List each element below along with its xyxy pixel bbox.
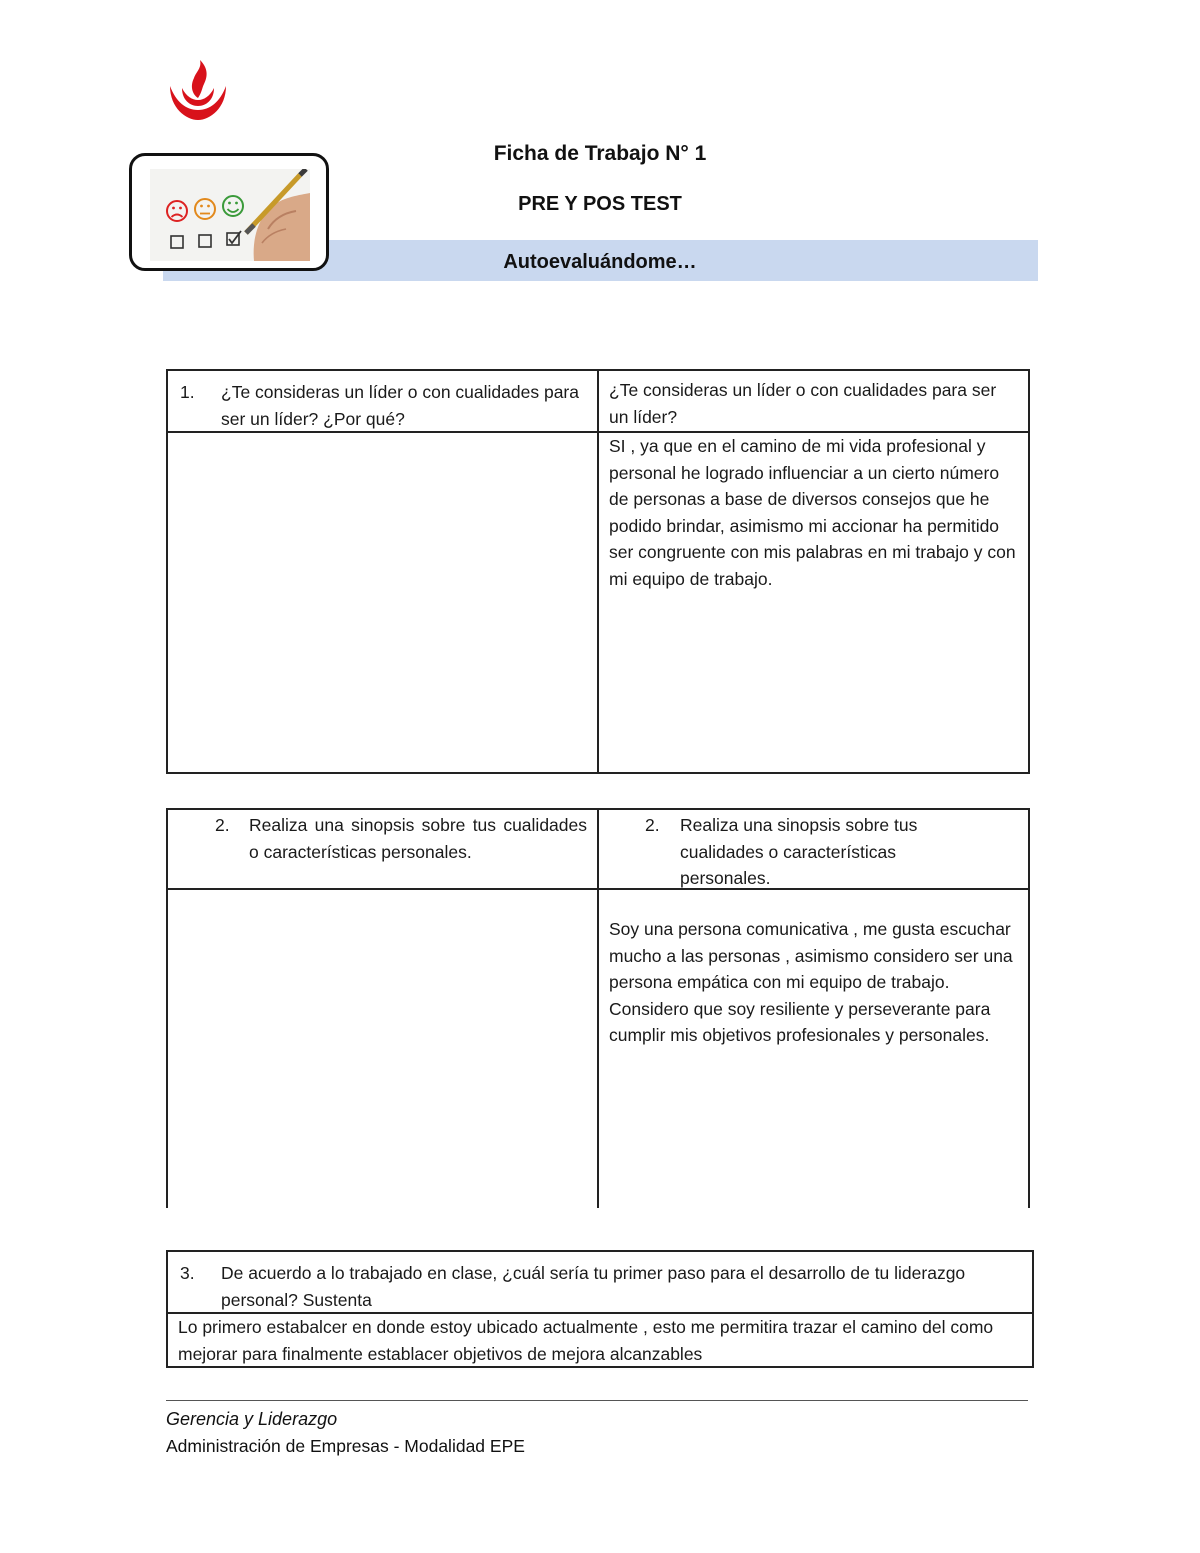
question-number: 2. (215, 815, 230, 835)
question-number: 2. (645, 815, 660, 835)
page-title: Ficha de Trabajo N° 1 (493, 142, 707, 165)
footer-course: Gerencia y Liderazgo (166, 1409, 338, 1429)
question-cell (168, 371, 597, 431)
question-text: Realiza una sinopsis sobre tus cualidades o características personales. (249, 815, 587, 862)
question-cell (168, 1252, 1032, 1312)
question-table-3 (166, 1250, 1034, 1368)
question-cell (168, 810, 597, 888)
answer-text[interactable]: SI , ya que en el camino de mi vida profesional y personal he logrado influenciar a un cierto número de personas a base de diversos consejos que he podido brindar, asimismo mi accionar ha permitido ser congruente con mis palabras en mi trabajo y con mi equipo de trabajo. (609, 436, 1016, 589)
header-right-cell: ¿Te consideras un líder o con cualidades para ser un líder? (609, 380, 997, 427)
question-table-2 (166, 808, 1030, 1208)
footer-divider (166, 1400, 1028, 1401)
page-subtitle: PRE Y POS TEST (518, 193, 682, 215)
image-frame (129, 153, 329, 271)
university-logo-icon (162, 58, 234, 122)
question-text: De acuerdo a lo trabajado en clase, ¿cuál sería tu primer paso para el desarrollo de tu liderazgo personal? Sustenta (221, 1263, 966, 1310)
answer-text[interactable]: Soy una persona comunicativa , me gusta escuchar mucho a las personas , asimismo considero ser una persona empática con mi equipo de trabajo. Considero que soy resiliente y perseverante para cumplir mis objetivos profesionales y personales. (609, 919, 1013, 1045)
question-number: 3. (180, 1263, 195, 1283)
header-right-text: Realiza una sinopsis sobre tus cualidades o características personales. (680, 815, 918, 888)
footer-program: Administración de Empresas - Modalidad EPE (166, 1436, 525, 1456)
answer-cell-empty[interactable] (168, 890, 597, 1208)
question-number: 1. (180, 382, 195, 402)
answer-cell-empty[interactable] (168, 433, 597, 772)
question-table-1 (166, 369, 1030, 774)
header-right-cell (599, 810, 1030, 888)
answer-text[interactable]: Lo primero estabalcer en donde estoy ubicado actualmente , esto me permitira trazar el camino del como mejorar para finalmente establacer objetivos de mejora alcanzables (178, 1317, 994, 1364)
survey-smileys-image (150, 169, 310, 261)
section-band-label: Autoevaluándome… (503, 251, 697, 273)
question-text: ¿Te consideras un líder o con cualidades para ser un líder? ¿Por qué? (221, 382, 579, 429)
